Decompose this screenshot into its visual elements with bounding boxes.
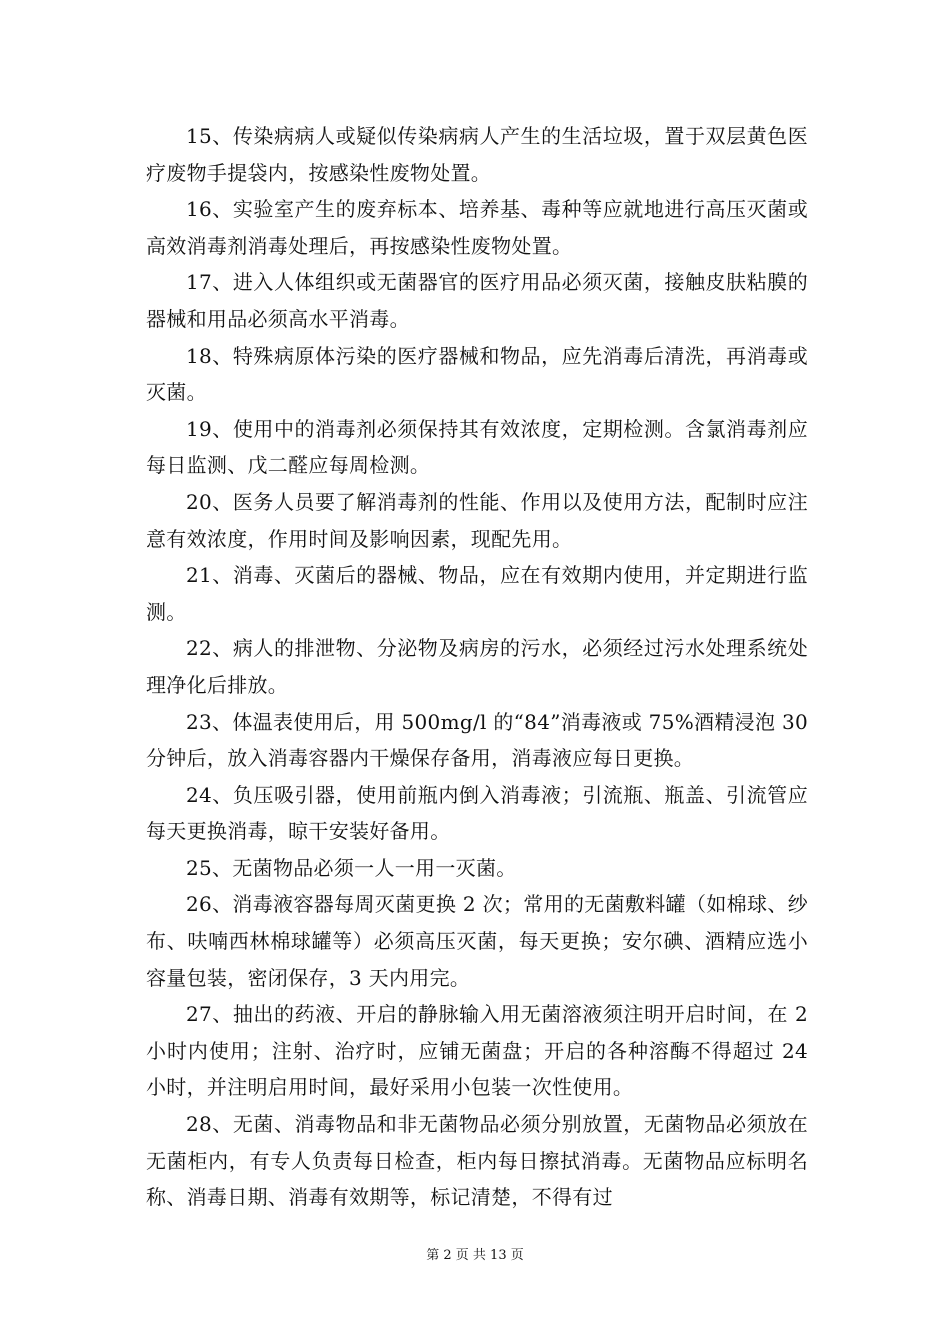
paragraph-27: 27、抽出的药液、开启的静脉输入用无菌溶液须注明开启时间，在 2 小时内使用；注射、治疗时，应铺无菌盘；开启的各种溶酶不得超过 24 小时，并注明启用时间，最好采用小包装一次性使用。 — [146, 1002, 808, 1100]
paragraph-17: 17、进入人体组织或无菌器官的医疗用品必须灭菌，接触皮肤粘膜的器械和用品必须高水平消毒。 — [146, 270, 808, 331]
document-body — [146, 118, 808, 1216]
paragraph-15: 15、传染病病人或疑似传染病病人产生的生活垃圾，置于双层黄色医疗废物手提袋内，按感染性废物处置。 — [146, 124, 808, 185]
paragraph-22: 22、病人的排泄物、分泌物及病房的污水，必须经过污水处理系统处理净化后排放。 — [146, 636, 808, 697]
paragraph-18: 18、特殊病原体污染的医疗器械和物品，应先消毒后清洗，再消毒或灭菌。 — [146, 343, 808, 405]
paragraph-20: 20、医务人员要了解消毒剂的性能、作用以及使用方法，配制时应注意有效浓度，作用时间及影响因素，现配先用。 — [146, 489, 808, 551]
page-number-footer: 第 2 页 共 13 页 — [426, 1248, 524, 1263]
paragraph-23: 23、体温表使用后，用 500mg/l 的“84”消毒液或 75%酒精浸泡 30 分钟后，放入消毒容器内干燥保存备用，消毒液应每日更换。 — [146, 709, 808, 771]
paragraph-21: 21、消毒、灭菌后的器械、物品，应在有效期内使用，并定期进行监测。 — [146, 563, 808, 624]
paragraph-19: 19、使用中的消毒剂必须保持其有效浓度，定期检测。含氯消毒剂应每日监测、戊二醛应每周检测。 — [146, 416, 808, 478]
paragraph-24: 24、负压吸引器，使用前瓶内倒入消毒液；引流瓶、瓶盖、引流管应每天更换消毒，晾干安装好备用。 — [146, 782, 808, 844]
paragraph-26: 26、消毒液容器每周灭菌更换 2 次；常用的无菌敷料罐（如棉球、纱布、呋喃西林棉球罐等）必须高压灭菌，每天更换；安尔碘、酒精应选小容量包装，密闭保存，3 天内用完。 — [146, 892, 808, 990]
paragraph-25: 25、无菌物品必须一人一用一灭菌。 — [186, 855, 517, 880]
paragraph-28: 28、无菌、消毒物品和非无菌物品必须分别放置，无菌物品必须放在无菌柜内，有专人负责每日检查，柜内每日擦拭消毒。无菌物品应标明名称、消毒日期、消毒有效期等，标记清楚，不得有过 — [146, 1112, 808, 1210]
paragraph-16: 16、实验室产生的废弃标本、培养基、毒种等应就地进行高压灭菌或高效消毒剂消毒处理后，再按感染性废物处置。 — [146, 197, 808, 258]
